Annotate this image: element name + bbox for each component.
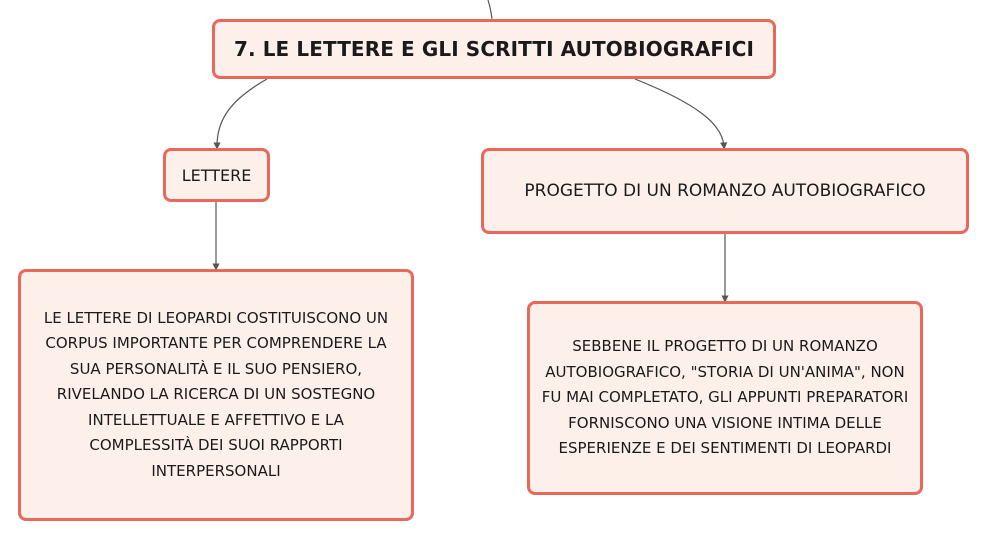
subtopic-node-progetto[interactable] (481, 148, 969, 234)
subtopic-label-lettere: LETTERE (181, 165, 252, 185)
connector-parent-to-title (488, 0, 492, 19)
central-topic-label: 7. LE LETTERE E GLI SCRITTI AUTOBIOGRAFICI (233, 37, 755, 61)
subtopic-label-progetto: PROGETTO DI UN ROMANZO AUTOBIOGRAFICO (524, 181, 926, 201)
detail-text-lettere: LE LETTERE DI LEOPARDI COSTITUISCONO UN CORPUS IMPORTANTE PER COMPRENDERE LA SUA PERSONALITÀ E IL SUO PENSIERO, RIVELANDO LA RICERCA DI UN SOSTEGNO INTELLETTUALE E AFFETTIVO E LA COMPLESSITÀ DEI SUOI RAPPORTI INTERPERSONALI (43, 308, 389, 480)
subtopic-node-lettere[interactable] (163, 148, 270, 202)
detail-node-lettere[interactable] (18, 269, 414, 521)
connector-title-to-lettere (217, 79, 267, 146)
connector-title-to-progetto (635, 79, 724, 146)
central-topic-node[interactable] (212, 19, 776, 79)
detail-node-progetto[interactable] (527, 301, 923, 495)
detail-text-progetto: SEBBENE IL PROGETTO DI UN ROMANZO AUTOBIOGRAFICO, "STORIA DI UN'ANIMA", NON FU MAI COMPLETATO, GLI APPUNTI PREPARATORI FORNISCONO UNA VISIONE INTIMA DELLE ESPERIENZE E DEI SENTIMENTI DI LEOPARDI (541, 337, 909, 458)
